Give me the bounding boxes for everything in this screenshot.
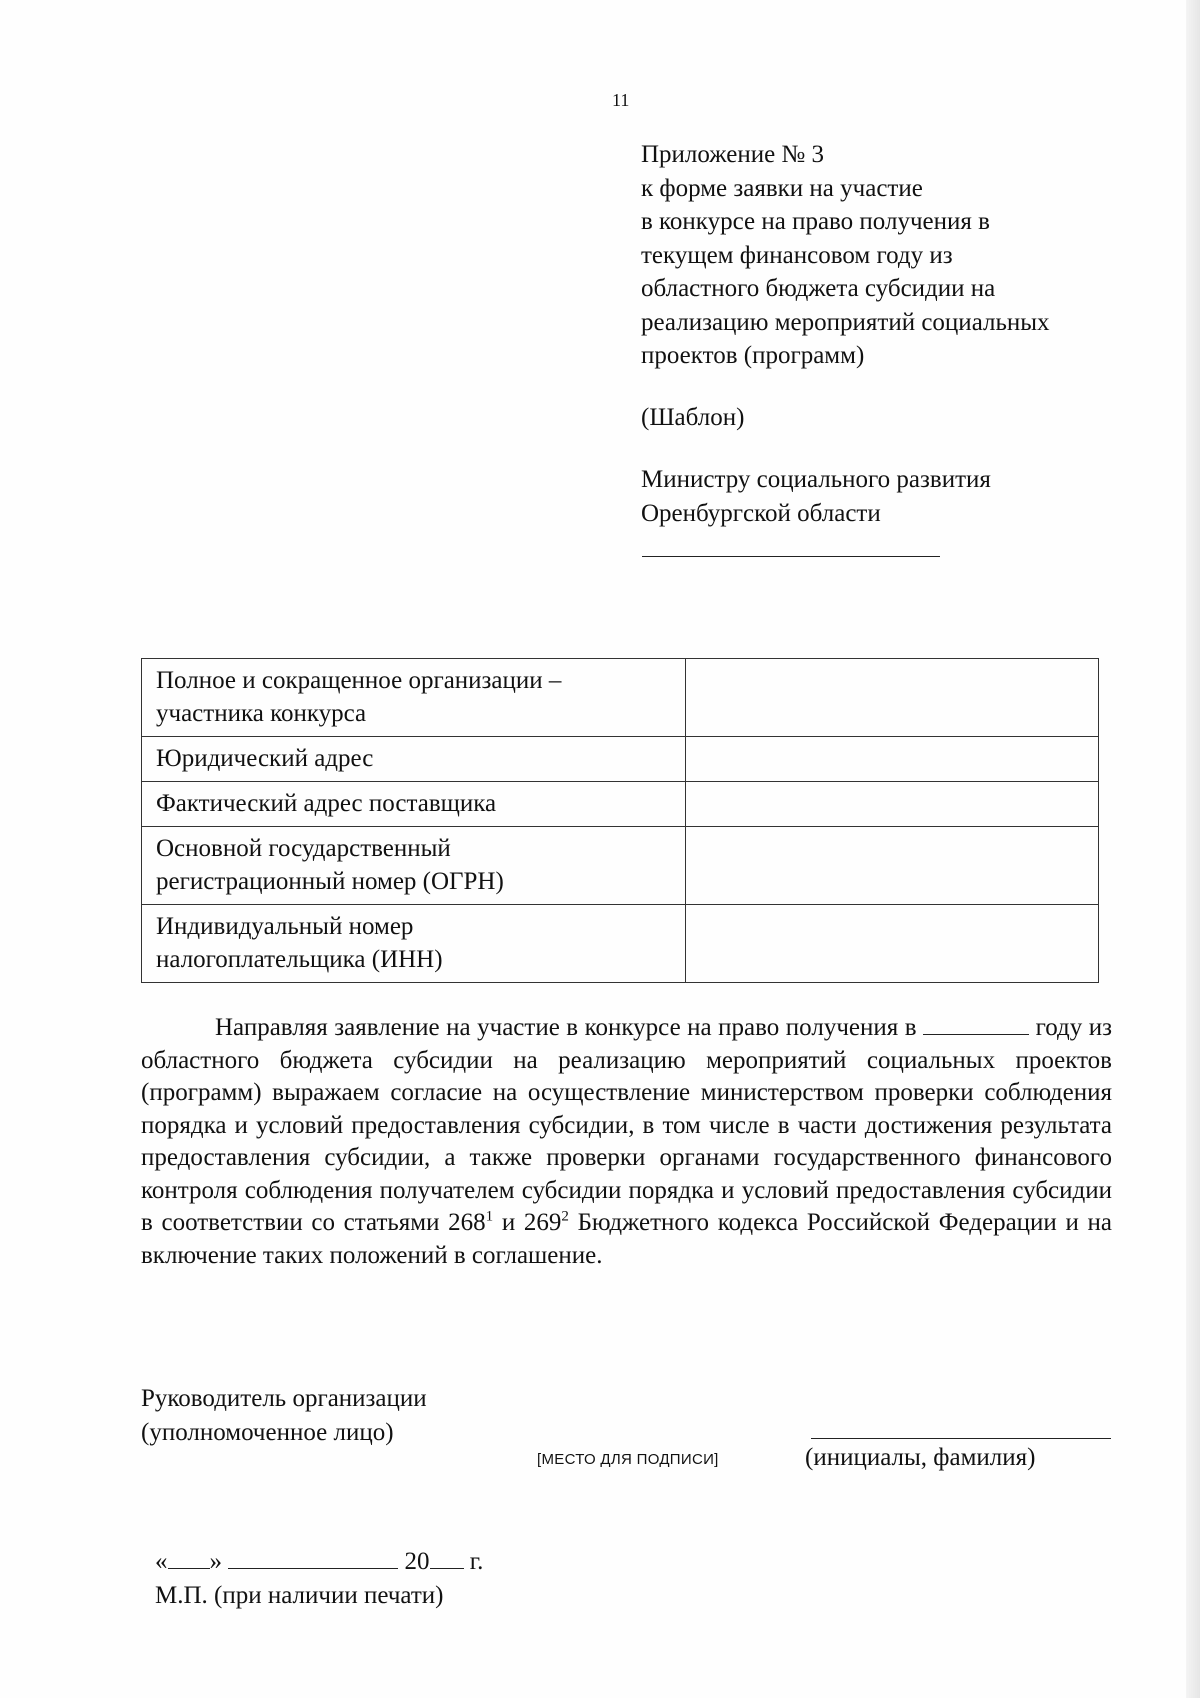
appendix-line: к форме заявки на участие <box>641 174 923 202</box>
quote-open: « <box>155 1548 168 1575</box>
table-value-cell[interactable] <box>685 827 1098 905</box>
addressee-line-1: Министру социального развития <box>641 466 991 493</box>
year-blank[interactable] <box>923 1016 1029 1035</box>
year-blank[interactable] <box>430 1548 464 1569</box>
template-label: (Шаблон) <box>641 404 745 431</box>
table-value-cell[interactable] <box>685 737 1098 782</box>
table-label-cell <box>142 905 686 983</box>
appendix-line: Приложение № 3 <box>641 141 825 168</box>
date-line <box>155 1548 483 1576</box>
label-text: налогоплательщика (ИНН) <box>156 946 443 973</box>
label-text: регистрационный номер (ОГРН) <box>156 868 504 895</box>
quote-close: » <box>209 1548 222 1575</box>
page-number: 11 <box>612 90 630 110</box>
table-value-cell[interactable] <box>685 659 1098 737</box>
day-blank[interactable] <box>168 1548 210 1569</box>
signatory-role <box>141 1382 427 1450</box>
label-text: Фактический адрес поставщика <box>156 790 497 817</box>
paragraph-text: году из областного бюджета субсидии на реализацию мероприятий социальных проектов (программ) выражаем согласие на осуществление министерством проверки соблюдения порядка и условий предоставления субсидии, в том числе в части достижения результата предоставления субсидии, а также проверки органами государственного финансового контроля соблюдения получателем субсидии порядка и условий предоставления субсидии в соответствии со статьями 268 <box>141 1014 1112 1236</box>
table-value-cell[interactable] <box>685 905 1098 983</box>
table-row <box>142 737 1099 782</box>
appendix-line: областного бюджета субсидии на <box>641 275 996 302</box>
table-label-cell <box>142 827 686 905</box>
applicant-info-table <box>141 658 1099 983</box>
initials-caption: (инициалы, фамилия) <box>805 1444 1036 1471</box>
addressee-block <box>641 463 991 530</box>
table-row <box>142 659 1099 737</box>
label-text: Индивидуальный номер <box>156 913 414 940</box>
label-text: участника конкурса <box>156 700 367 727</box>
appendix-header <box>641 138 1121 373</box>
role-line-2: (уполномоченное лицо) <box>141 1419 394 1446</box>
seal-note: М.П. (при наличии печати) <box>155 1582 444 1609</box>
label-text: Основной государственный <box>156 835 451 862</box>
superscript: 2 <box>561 1208 569 1225</box>
table-label-cell <box>142 659 686 737</box>
appendix-line: в конкурсе на право получения в <box>641 208 990 235</box>
appendix-line: проектов (программ) <box>641 342 865 369</box>
appendix-line: текущем финансовом году из <box>641 241 953 269</box>
addressee-blank-line[interactable] <box>642 556 940 557</box>
appendix-line: реализацию мероприятий социальных <box>641 308 1050 336</box>
table-row <box>142 782 1099 827</box>
superscript: 1 <box>485 1208 494 1225</box>
addressee-line-2: Оренбургской области <box>641 499 881 527</box>
signature-placeholder[interactable]: [МЕСТО ДЛЯ ПОДПИСИ] <box>537 1451 719 1468</box>
role-line-1: Руководитель организации <box>141 1385 427 1412</box>
label-text: Полное и сокращенное организации – <box>156 667 562 694</box>
year-prefix: 20 <box>404 1548 430 1575</box>
paragraph-text: Бюджетного кодекса Российской Федерации и на включение таких положений в соглашение. <box>141 1209 1112 1269</box>
table-label-cell <box>142 737 686 782</box>
paragraph-text: и 269 <box>493 1209 562 1236</box>
label-text: Юридический адрес <box>156 745 374 772</box>
table-label-cell <box>142 782 686 827</box>
name-blank-line[interactable] <box>811 1438 1111 1439</box>
month-blank[interactable] <box>228 1548 398 1569</box>
scan-edge <box>1186 0 1200 1698</box>
table-value-cell[interactable] <box>685 782 1098 827</box>
paragraph-text: Направляя заявление на участие в конкурсе на право получения в <box>215 1014 917 1041</box>
consent-paragraph <box>141 1012 1112 1272</box>
table-row <box>142 905 1099 983</box>
table-row <box>142 827 1099 905</box>
year-suffix: г. <box>463 1548 484 1575</box>
